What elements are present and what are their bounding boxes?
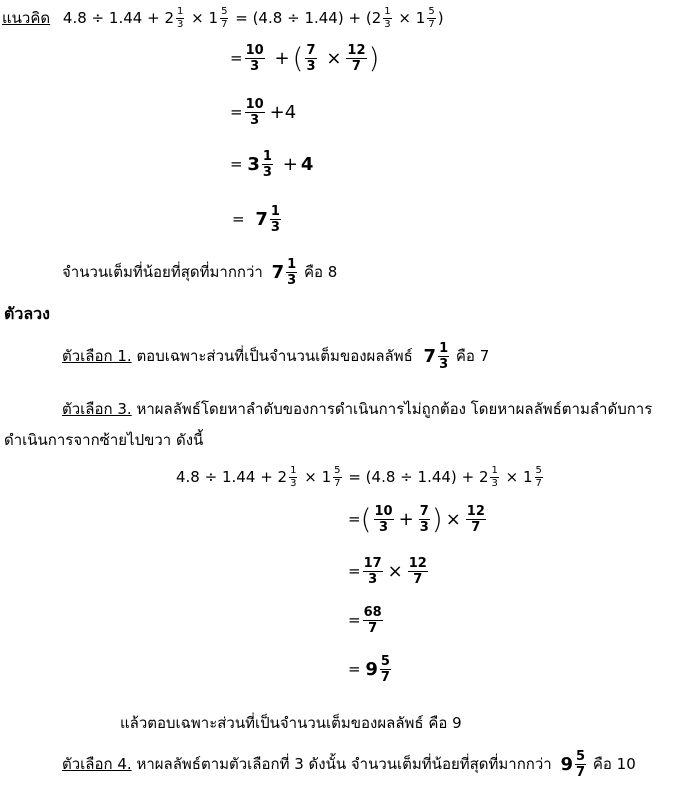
fraction: $\frac{1}{3}$ [491, 465, 498, 489]
calc-line-2: =( $\frac{10}{3}$ + $\frac{7}{3}$ ) × $\frac{12}{7}$ [348, 502, 485, 536]
solution-line-1: แนวคิด 4.8 ÷ 1.44 + 2 $\frac{1}{3}$ × 1 $\frac{5}{7}$ = (4.8 ÷ 1.44) + (2 $\frac{1}{3}$ × 1 $\frac{5}{7}$ ) [2, 6, 444, 30]
fraction: $\frac{5}{7}$ [428, 6, 435, 30]
fraction: $\frac{1}{3}$ [177, 6, 184, 30]
option-3-label: ตัวเลือก 3. [62, 400, 132, 418]
option-3-continued: ดำเนินการจากซ้ายไปขวา ดังนี้ [4, 431, 204, 449]
fraction: $\frac{7}{3}$ [306, 43, 316, 74]
fraction: $\frac{1}{3}$ [270, 204, 280, 235]
fraction: $\frac{1}{3}$ [287, 257, 297, 288]
fraction: $\frac{10}{3}$ [245, 43, 264, 74]
fraction: $\frac{1}{3}$ [439, 341, 449, 372]
fraction: $\frac{12}{7}$ [408, 556, 427, 587]
fraction: $\frac{5}{7}$ [576, 749, 586, 780]
fraction: $\frac{12}{7}$ [466, 504, 485, 535]
calc-line-4: = $\frac{68}{7}$ [348, 605, 382, 636]
fraction: $\frac{68}{7}$ [363, 605, 382, 636]
fraction: $\frac{12}{7}$ [347, 43, 366, 74]
option-1: ตัวเลือก 1. ตอบเฉพาะส่วนที่เป็นจำนวนเต็มของผลลัพธ์ 7 $\frac{1}{3}$ คือ 7 [62, 341, 490, 372]
solution-conclusion: จำนวนเต็มที่น้อยที่สุดที่มากกว่า 7 $\frac{1}{3}$ คือ 8 [62, 257, 338, 288]
option-4: ตัวเลือก 4. หาผลลัพธ์ตามตัวเลือกที่ 3 ดังนั้น จำนวนเต็มที่น้อยที่สุดที่มากกว่า 9 $\frac{5}{7}$ คือ 10 [62, 749, 636, 780]
option-1-label: ตัวเลือก 1. [62, 347, 132, 365]
fraction: $\frac{5}{7}$ [535, 465, 542, 489]
fraction: $\frac{10}{3}$ [245, 97, 264, 128]
fraction: $\frac{5}{7}$ [380, 654, 390, 685]
fraction: $\frac{5}{7}$ [221, 6, 228, 30]
fraction: $\frac{17}{3}$ [363, 556, 382, 587]
calc-line-3: = $\frac{17}{3}$ × $\frac{12}{7}$ [348, 556, 427, 587]
fraction: $\frac{5}{7}$ [334, 465, 341, 489]
fraction: $\frac{1}{3}$ [290, 465, 297, 489]
fraction: $\frac{1}{3}$ [384, 6, 391, 30]
fraction: $\frac{1}{3}$ [262, 149, 272, 180]
option-4-label: ตัวเลือก 4. [62, 755, 132, 773]
calc-line-1: 4.8 ÷ 1.44 + 2 $\frac{1}{3}$ × 1 $\frac{5}{7}$ = (4.8 ÷ 1.44) + 2 $\frac{1}{3}$ × 1 $\frac{5}{7}$ [176, 465, 542, 489]
fraction: $\frac{10}{3}$ [374, 504, 393, 535]
fraction: $\frac{7}{3}$ [419, 504, 429, 535]
option-3: ตัวเลือก 3. หาผลลัพธ์โดยหาลำดับของการดำเนินการไม่ถูกต้อง โดยหาผลลัพธ์ตามลำดับการ [62, 400, 653, 418]
solution-line-3: = $\frac{10}{3}$ +4 [230, 97, 297, 128]
solution-line-2: = $\frac{10}{3}$ + ( $\frac{7}{3}$ × $\frac{12}{7}$ ) [230, 41, 380, 75]
solution-line-5: = 7 $\frac{1}{3}$ [232, 204, 280, 235]
option-3-result: แล้วตอบเฉพาะส่วนที่เป็นจำนวนเต็มของผลลัพธ์ คือ 9 [120, 714, 462, 732]
solution-line-4: = 3 $\frac{1}{3}$ + 4 [230, 149, 314, 180]
solution-label: แนวคิด [2, 9, 51, 27]
distractors-heading: ตัวลวง [4, 304, 50, 323]
calc-line-5: = 9 $\frac{5}{7}$ [348, 654, 390, 685]
